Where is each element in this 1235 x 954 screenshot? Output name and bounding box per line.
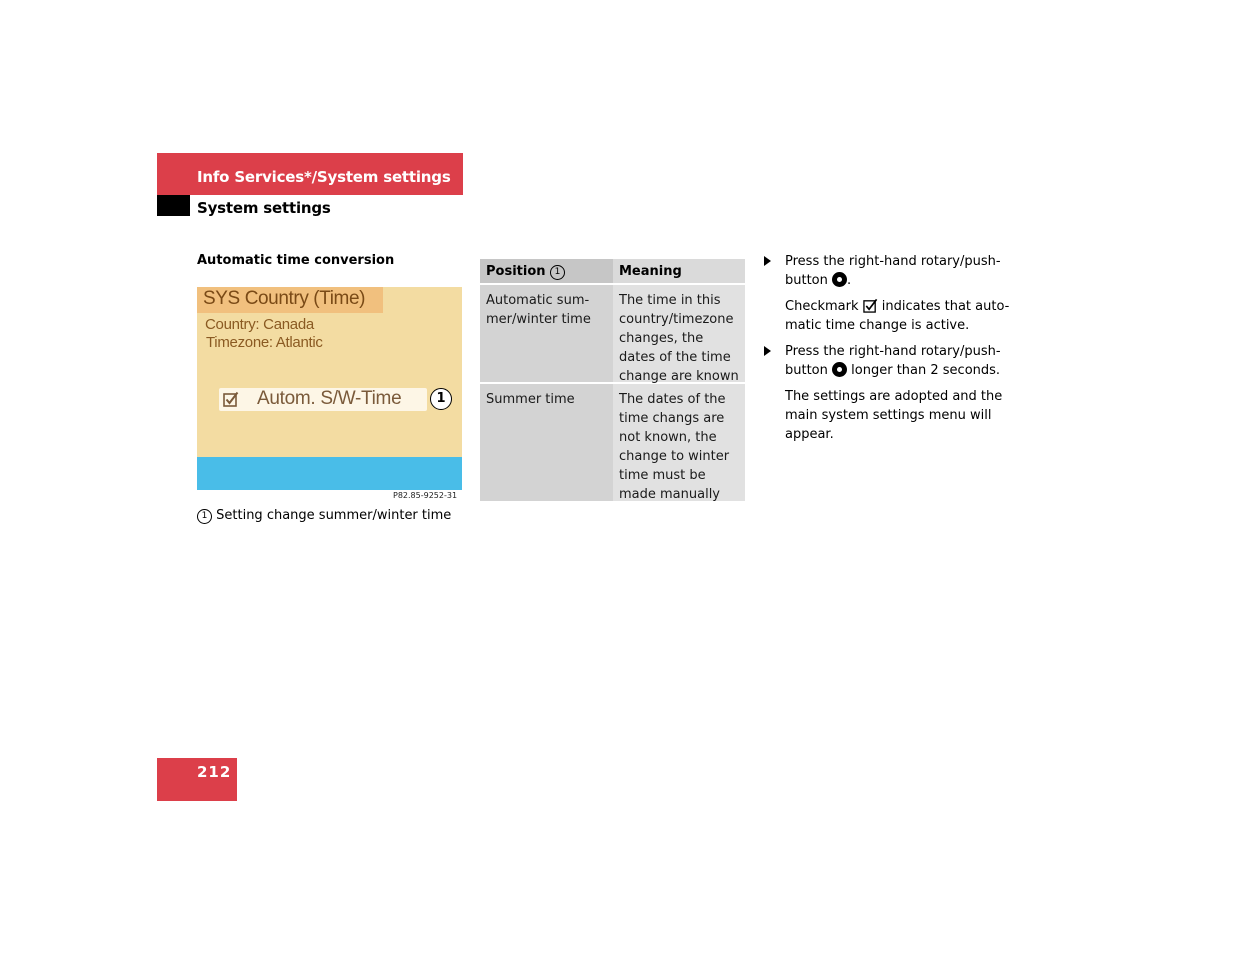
table-cell-meaning: The time in this country/timezone changes, the dates of the time change are known	[613, 285, 745, 382]
screen-status-bar	[197, 457, 462, 490]
table-cell-position: Summer time	[480, 384, 613, 501]
step-text: Press the right-hand rotary/push-button	[785, 254, 1001, 288]
position-meaning-table	[480, 259, 745, 501]
checkmark-icon	[863, 298, 878, 313]
caption-text: Setting change summer/winter time	[216, 508, 452, 523]
screen-title: SYS Country (Time)	[203, 288, 366, 309]
screen-timezone-line: Timezone: Atlantic	[206, 334, 323, 351]
table-header-row	[480, 259, 745, 283]
table-cell-position: Automatic sum-mer/winter time	[480, 285, 613, 382]
image-reference-code: P82.85-9252-31	[393, 491, 458, 500]
screen-item-label: Autom. S/W-Time	[257, 388, 402, 409]
step-text-end: longer than 2 seconds.	[851, 363, 1001, 378]
figure-caption	[197, 508, 451, 524]
note-text-end: indicates that auto-matic time change is active.	[785, 299, 1010, 333]
table-row	[480, 285, 745, 382]
note-text: Checkmark	[785, 299, 859, 314]
table-cell-meaning: The dates of the time changs are not known, the change to winter time must be made manually	[613, 384, 745, 501]
instruction-step	[764, 252, 1034, 290]
step-text: Press the right-hand rotary/push-button	[785, 344, 1001, 378]
subheader-marker	[157, 195, 190, 216]
instruction-step	[764, 342, 1034, 380]
table-row	[480, 384, 745, 501]
section-title: System settings	[197, 199, 331, 217]
display-screenshot	[197, 287, 462, 490]
chapter-title: Info Services*/System settings	[197, 168, 451, 186]
instructions	[764, 252, 1034, 451]
caption-marker: 1	[197, 509, 212, 524]
rotary-push-button-icon	[832, 272, 847, 287]
step-arrow-icon	[764, 256, 771, 266]
subsection-heading: Automatic time conversion	[197, 253, 395, 268]
step-text-end: .	[847, 273, 852, 288]
instruction-note: The settings are adopted and the main system settings menu will appear.	[785, 389, 1003, 442]
header-meaning: Meaning	[613, 259, 745, 283]
checkbox-checked-icon	[223, 391, 239, 407]
screen-autom-sw-time-item	[219, 388, 427, 411]
callout-marker: 1	[430, 388, 452, 410]
page-number: 212	[197, 763, 232, 781]
instruction-note	[764, 297, 1034, 335]
header-position-marker: 1	[550, 265, 565, 280]
header-position-label: Position	[486, 264, 546, 279]
step-arrow-icon	[764, 346, 771, 356]
screen-country-line: Country: Canada	[205, 316, 314, 333]
rotary-push-button-icon	[832, 362, 847, 377]
header-position	[480, 259, 613, 283]
